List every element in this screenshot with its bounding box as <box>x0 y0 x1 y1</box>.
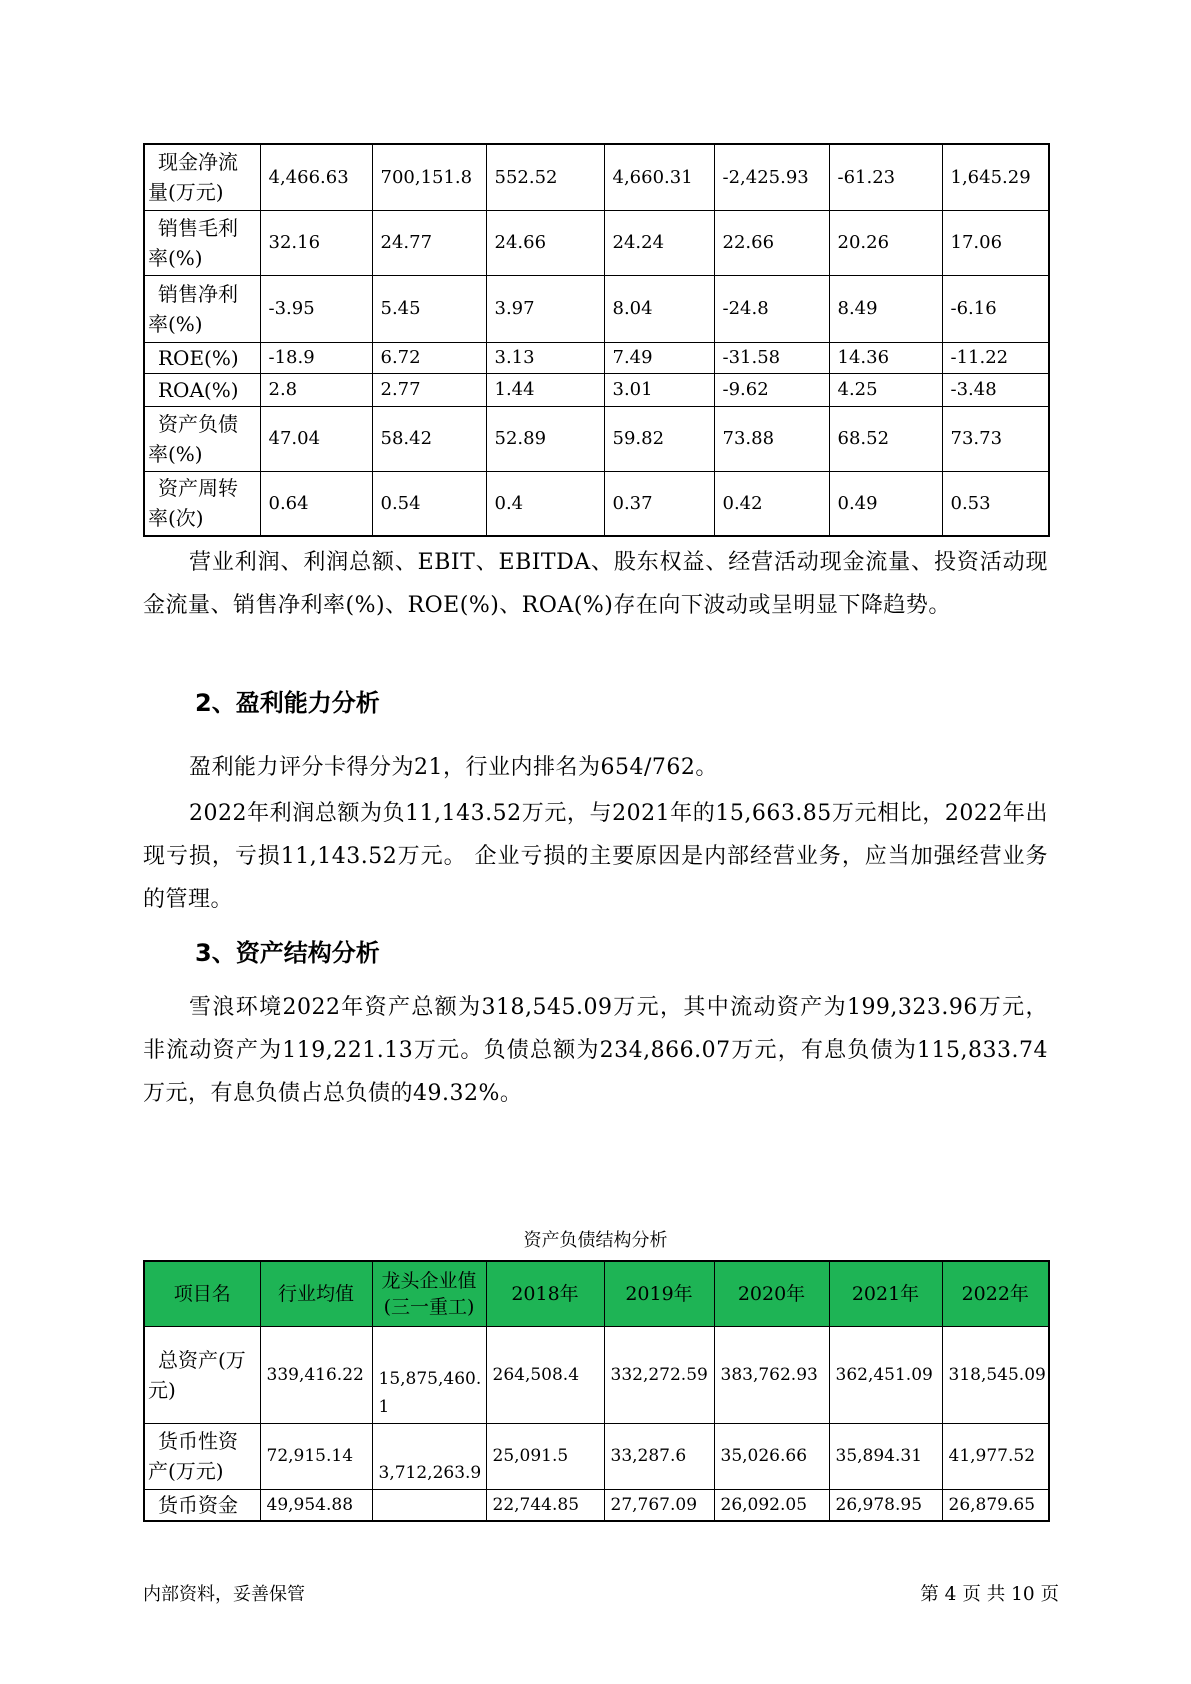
metrics-cell: 73.73 <box>942 406 1049 471</box>
table-row <box>144 210 1049 275</box>
metrics-cell: 52.89 <box>486 406 604 471</box>
metrics-cell: 0.37 <box>604 471 714 536</box>
metrics-cell: 4.25 <box>829 373 942 406</box>
table-row <box>144 471 1049 536</box>
metrics-cell: 3.01 <box>604 373 714 406</box>
asset-cell: 332,272.59 <box>604 1326 714 1423</box>
metrics-cell: 22.66 <box>714 210 829 275</box>
table-row <box>144 1326 1049 1423</box>
metrics-cell: 6.72 <box>372 342 486 373</box>
asset-cell: 26,879.65 <box>942 1489 1049 1521</box>
metrics-cell: 552.52 <box>486 144 604 210</box>
asset-structure-paragraph: 雪浪环境2022年资产总额为318,545.09万元，其中流动资产为199,323.96万元，非流动资产为119,221.13万元。负债总额为234,866.07万元，有息负债为115,833.74万元，有息负债占总负债的49.32%。 <box>143 995 1048 1106</box>
section-heading-asset-structure: 3、资产结构分析 <box>195 939 380 967</box>
metrics-row-label: 销售毛利率(%) <box>144 210 260 275</box>
metrics-cell: -18.9 <box>260 342 372 373</box>
metrics-cell: 14.36 <box>829 342 942 373</box>
asset-cell: 15,875,460.1 <box>372 1326 486 1423</box>
table-row <box>144 406 1049 471</box>
financial-metrics-table <box>143 143 1050 537</box>
asset-cell: 33,287.6 <box>604 1423 714 1489</box>
table-row <box>144 1489 1049 1521</box>
table-row <box>144 275 1049 342</box>
metrics-row-label: 现金净流量(万元) <box>144 144 260 210</box>
metrics-cell: 8.49 <box>829 275 942 342</box>
asset-cell: 25,091.5 <box>486 1423 604 1489</box>
asset-cell: 26,092.05 <box>714 1489 829 1521</box>
asset-cell: 35,026.66 <box>714 1423 829 1489</box>
profitability-score-paragraph: 盈利能力评分卡得分为21，行业内排名为654/762。 <box>189 755 718 780</box>
metrics-row-label: ROE(%) <box>144 342 260 373</box>
metrics-row-label: 资产负债率(%) <box>144 406 260 471</box>
metrics-cell: 59.82 <box>604 406 714 471</box>
metrics-cell: 2.77 <box>372 373 486 406</box>
metrics-cell: 2.8 <box>260 373 372 406</box>
table-row <box>144 373 1049 406</box>
metrics-cell: -9.62 <box>714 373 829 406</box>
metrics-cell: 7.49 <box>604 342 714 373</box>
table-header-row <box>144 1261 1049 1326</box>
asset-header-cell: 2022年 <box>942 1261 1049 1326</box>
asset-row-label: 货币资金 <box>144 1489 260 1521</box>
asset-cell: 49,954.88 <box>260 1489 372 1521</box>
metrics-cell: 4,660.31 <box>604 144 714 210</box>
metrics-cell: 0.54 <box>372 471 486 536</box>
metrics-row-label: ROA(%) <box>144 373 260 406</box>
asset-header-cell: 行业均值 <box>260 1261 372 1326</box>
asset-cell <box>372 1489 486 1521</box>
metrics-cell: 3.97 <box>486 275 604 342</box>
footer-page-number: 第 4 页 共 10 页 <box>920 1584 1059 1605</box>
section-heading-profitability: 2、盈利能力分析 <box>195 689 380 717</box>
asset-table-title: 资产负债结构分析 <box>523 1230 668 1251</box>
metrics-cell: 3.13 <box>486 342 604 373</box>
metrics-cell: -11.22 <box>942 342 1049 373</box>
metrics-cell: 0.49 <box>829 471 942 536</box>
metrics-cell: 5.45 <box>372 275 486 342</box>
metrics-cell: -2,425.93 <box>714 144 829 210</box>
metrics-row-label: 资产周转率(次) <box>144 471 260 536</box>
asset-cell: 318,545.09 <box>942 1326 1049 1423</box>
trend-paragraph: 营业利润、利润总额、EBIT、EBITDA、股东权益、经营活动现金流量、投资活动现金流量、销售净利率(%)、ROE(%)、ROA(%)存在向下波动或呈明显下降趋势。 <box>143 550 1048 618</box>
asset-header-cell: 龙头企业值(三一重工) <box>372 1261 486 1326</box>
metrics-cell: 0.64 <box>260 471 372 536</box>
page-footer <box>143 1580 1059 1606</box>
metrics-cell: 32.16 <box>260 210 372 275</box>
asset-cell: 35,894.31 <box>829 1423 942 1489</box>
metrics-row-label: 销售净利率(%) <box>144 275 260 342</box>
metrics-cell: 0.4 <box>486 471 604 536</box>
footer-confidential-note: 内部资料，妥善保管 <box>143 1584 305 1605</box>
profitability-detail-paragraph: 2022年利润总额为负11,143.52万元，与2021年的15,663.85万元相比，2022年出现亏损，亏损11,143.52万元。 企业亏损的主要原因是内部经营业务，应当加强经营业务的管理。 <box>143 801 1048 912</box>
metrics-cell: 0.42 <box>714 471 829 536</box>
asset-header-cell: 项目名 <box>144 1261 260 1326</box>
metrics-cell: 1,645.29 <box>942 144 1049 210</box>
asset-row-label: 总资产(万元) <box>144 1326 260 1423</box>
metrics-cell: 0.53 <box>942 471 1049 536</box>
metrics-cell: 58.42 <box>372 406 486 471</box>
metrics-cell: 24.66 <box>486 210 604 275</box>
metrics-cell: 68.52 <box>829 406 942 471</box>
metrics-cell: 4,466.63 <box>260 144 372 210</box>
table-row <box>144 144 1049 210</box>
asset-cell: 339,416.22 <box>260 1326 372 1423</box>
asset-header-cell: 2019年 <box>604 1261 714 1326</box>
asset-header-cell: 2021年 <box>829 1261 942 1326</box>
metrics-cell: -31.58 <box>714 342 829 373</box>
asset-liability-table <box>143 1260 1050 1522</box>
metrics-cell: 17.06 <box>942 210 1049 275</box>
asset-cell: 72,915.14 <box>260 1423 372 1489</box>
metrics-cell: 24.24 <box>604 210 714 275</box>
table-row <box>144 1423 1049 1489</box>
metrics-cell: 20.26 <box>829 210 942 275</box>
asset-cell: 41,977.52 <box>942 1423 1049 1489</box>
metrics-cell: 8.04 <box>604 275 714 342</box>
asset-cell: 26,978.95 <box>829 1489 942 1521</box>
asset-cell: 264,508.4 <box>486 1326 604 1423</box>
metrics-cell: 24.77 <box>372 210 486 275</box>
table-row <box>144 342 1049 373</box>
asset-cell: 3,712,263.9 <box>372 1423 486 1489</box>
asset-header-cell: 2018年 <box>486 1261 604 1326</box>
asset-cell: 383,762.93 <box>714 1326 829 1423</box>
metrics-cell: -6.16 <box>942 275 1049 342</box>
metrics-cell: -3.48 <box>942 373 1049 406</box>
metrics-cell: 73.88 <box>714 406 829 471</box>
asset-row-label: 货币性资产(万元) <box>144 1423 260 1489</box>
metrics-cell: 1.44 <box>486 373 604 406</box>
metrics-cell: 47.04 <box>260 406 372 471</box>
asset-header-cell: 2020年 <box>714 1261 829 1326</box>
asset-cell: 27,767.09 <box>604 1489 714 1521</box>
asset-cell: 22,744.85 <box>486 1489 604 1521</box>
asset-cell: 362,451.09 <box>829 1326 942 1423</box>
metrics-cell: 700,151.8 <box>372 144 486 210</box>
metrics-cell: -3.95 <box>260 275 372 342</box>
metrics-cell: -24.8 <box>714 275 829 342</box>
metrics-cell: -61.23 <box>829 144 942 210</box>
